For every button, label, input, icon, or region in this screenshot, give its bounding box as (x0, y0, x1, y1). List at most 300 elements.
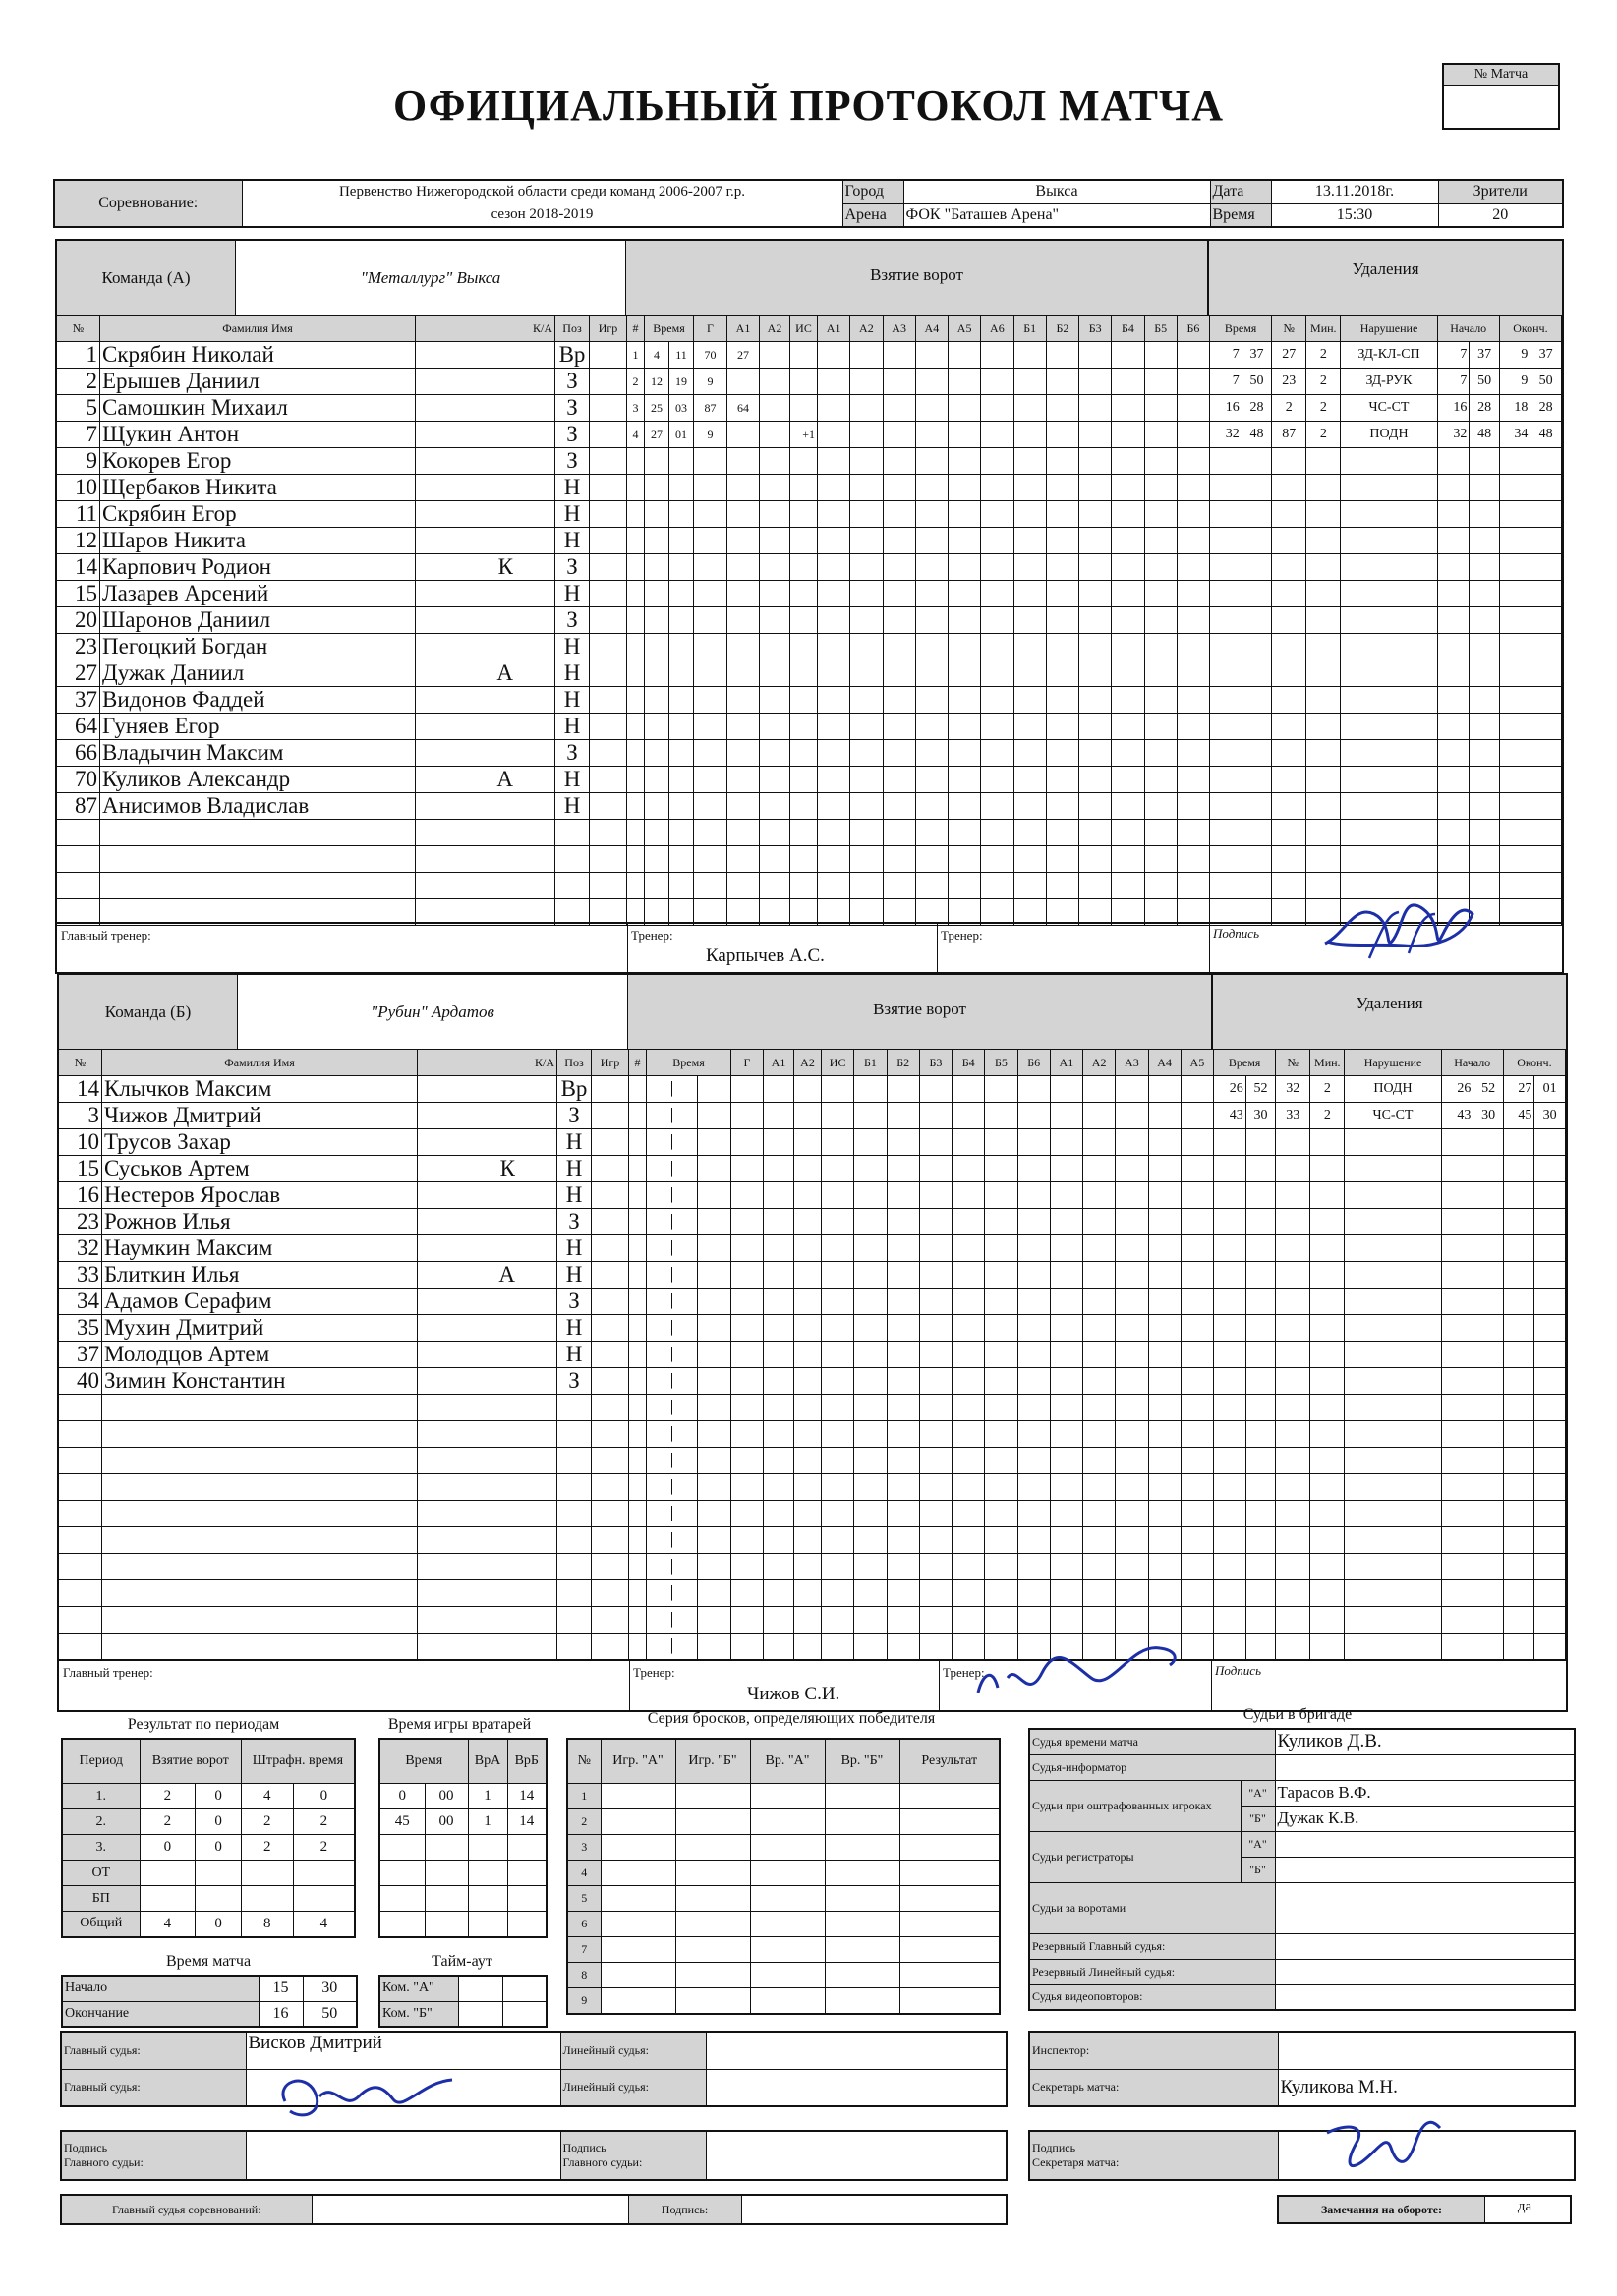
on-ice-cell[interactable] (1013, 448, 1046, 475)
pen-minutes[interactable] (1306, 634, 1341, 660)
period-pen-b[interactable]: 4 (293, 1912, 355, 1937)
on-ice-cell[interactable] (1181, 1474, 1213, 1501)
off-timekeeper-value[interactable]: Куликов Д.В. (1275, 1729, 1575, 1754)
on-ice-cell[interactable] (981, 395, 1013, 422)
on-ice-cell[interactable] (887, 1554, 919, 1580)
pen-time-min[interactable] (1214, 1554, 1246, 1580)
goal-scorer[interactable] (694, 873, 727, 899)
pen-end-min[interactable] (1503, 1607, 1534, 1634)
pen-time-min[interactable]: 32 (1210, 422, 1242, 448)
goal-sec[interactable] (669, 475, 694, 501)
goal-assist2[interactable] (760, 846, 790, 873)
goal-num[interactable]: 1 (627, 342, 645, 369)
player-captain[interactable] (416, 581, 555, 607)
pen-time-min[interactable] (1210, 687, 1242, 714)
on-ice-cell[interactable] (949, 820, 981, 846)
pen-end-sec[interactable] (1530, 687, 1562, 714)
pen-time-sec[interactable] (1242, 528, 1271, 554)
pen-time-sec[interactable] (1245, 1342, 1275, 1368)
goal-situation[interactable] (790, 475, 818, 501)
pen-end-min[interactable] (1499, 475, 1530, 501)
on-ice-cell[interactable] (822, 1554, 854, 1580)
pen-minutes[interactable]: 2 (1306, 395, 1341, 422)
goal-num[interactable]: 3 (627, 395, 645, 422)
goal-num[interactable] (627, 687, 645, 714)
on-ice-cell[interactable] (822, 1395, 854, 1421)
on-ice-cell[interactable] (822, 1235, 854, 1262)
comp-ref-value[interactable] (312, 2195, 628, 2224)
player-number[interactable]: 23 (59, 1209, 102, 1235)
on-ice-cell[interactable] (915, 422, 948, 448)
on-ice-cell[interactable] (883, 767, 915, 793)
pen-start-min[interactable] (1441, 1527, 1473, 1554)
ref-main-value-1[interactable]: Висков Дмитрий (246, 2032, 560, 2069)
pen-end-sec[interactable] (1534, 1182, 1566, 1209)
player-played[interactable] (590, 395, 627, 422)
on-ice-cell[interactable] (818, 528, 850, 554)
on-ice-cell[interactable] (1050, 1395, 1082, 1421)
player-name[interactable] (100, 873, 416, 899)
goal-sec[interactable] (669, 793, 694, 820)
on-ice-cell[interactable] (1017, 1262, 1050, 1289)
pen-player[interactable] (1272, 740, 1306, 767)
pen-start-sec[interactable] (1473, 1289, 1503, 1315)
pen-end-min[interactable] (1503, 1501, 1534, 1527)
on-ice-cell[interactable] (1144, 369, 1177, 395)
goal-assist2[interactable] (764, 1395, 794, 1421)
on-ice-cell[interactable] (949, 793, 981, 820)
player-captain[interactable] (416, 873, 555, 899)
goal-assist1[interactable] (731, 1421, 764, 1448)
pen-time-min[interactable] (1214, 1209, 1246, 1235)
on-ice-cell[interactable] (985, 1501, 1017, 1527)
pen-time-sec[interactable] (1242, 767, 1271, 793)
goal-num[interactable] (627, 714, 645, 740)
goal-situation[interactable] (790, 528, 818, 554)
on-ice-cell[interactable] (1017, 1289, 1050, 1315)
goal-situation[interactable] (790, 820, 818, 846)
pen-time-min[interactable] (1214, 1156, 1246, 1182)
goal-assist1[interactable] (731, 1395, 764, 1421)
player-position[interactable]: З (555, 554, 590, 581)
on-ice-cell[interactable] (883, 687, 915, 714)
pen-start-min[interactable] (1441, 1129, 1473, 1156)
on-ice-cell[interactable] (1144, 342, 1177, 369)
goal-sec[interactable] (669, 634, 694, 660)
pen-end-min[interactable] (1499, 607, 1530, 634)
player-captain[interactable] (418, 1448, 557, 1474)
on-ice-cell[interactable] (883, 714, 915, 740)
pen-end-sec[interactable] (1534, 1501, 1566, 1527)
on-ice-cell[interactable] (1144, 607, 1177, 634)
on-ice-cell[interactable] (1177, 395, 1209, 422)
goal-assist2[interactable] (760, 528, 790, 554)
on-ice-cell[interactable] (1148, 1076, 1181, 1103)
player-number[interactable]: 15 (57, 581, 100, 607)
player-played[interactable] (590, 873, 627, 899)
pen-player[interactable] (1276, 1129, 1310, 1156)
goal-assist1[interactable] (727, 501, 760, 528)
pen-time-sec[interactable] (1245, 1527, 1275, 1554)
on-ice-cell[interactable] (1046, 714, 1078, 740)
on-ice-cell[interactable] (883, 793, 915, 820)
goal-sec[interactable] (669, 740, 694, 767)
player-played[interactable] (592, 1235, 629, 1262)
on-ice-cell[interactable] (1050, 1209, 1082, 1235)
goal-scorer[interactable] (698, 1315, 731, 1342)
match-number-box[interactable] (1442, 63, 1560, 130)
player-played[interactable] (590, 475, 627, 501)
pen-violation[interactable] (1341, 687, 1437, 714)
goal-situation[interactable] (790, 714, 818, 740)
player-number[interactable]: 70 (57, 767, 100, 793)
goal-time[interactable] (647, 1103, 698, 1129)
on-ice-cell[interactable] (1181, 1501, 1213, 1527)
on-ice-cell[interactable] (1079, 793, 1112, 820)
start-sec[interactable]: 30 (303, 1976, 357, 2001)
goal-sec[interactable] (669, 554, 694, 581)
on-ice-cell[interactable] (953, 1448, 985, 1474)
on-ice-cell[interactable] (1116, 1421, 1148, 1448)
goal-min[interactable] (645, 740, 669, 767)
player-number[interactable]: 14 (59, 1076, 102, 1103)
on-ice-cell[interactable] (887, 1501, 919, 1527)
on-ice-cell[interactable] (854, 1289, 887, 1315)
on-ice-cell[interactable] (1017, 1182, 1050, 1209)
on-ice-cell[interactable] (1083, 1076, 1116, 1103)
pen-end-sec[interactable] (1534, 1634, 1566, 1660)
on-ice-cell[interactable] (822, 1262, 854, 1289)
on-ice-cell[interactable] (850, 422, 883, 448)
pen-violation[interactable] (1345, 1421, 1441, 1448)
sign-value[interactable] (741, 2195, 1007, 2224)
on-ice-cell[interactable] (818, 607, 850, 634)
goal-scorer[interactable] (698, 1368, 731, 1395)
pen-time-sec[interactable] (1245, 1607, 1275, 1634)
goal-assist2[interactable] (764, 1315, 794, 1342)
pen-end-sec[interactable] (1534, 1262, 1566, 1289)
goal-assist1[interactable] (731, 1182, 764, 1209)
on-ice-cell[interactable] (1017, 1421, 1050, 1448)
player-position[interactable]: Вр (557, 1076, 592, 1103)
on-ice-cell[interactable] (953, 1421, 985, 1448)
pen-player[interactable] (1272, 448, 1306, 475)
pen-time-sec[interactable] (1245, 1554, 1275, 1580)
player-played[interactable] (592, 1527, 629, 1554)
goal-assist2[interactable] (764, 1129, 794, 1156)
pen-start-sec[interactable] (1470, 820, 1499, 846)
on-ice-cell[interactable] (953, 1289, 985, 1315)
on-ice-cell[interactable] (1083, 1421, 1116, 1448)
pen-start-sec[interactable] (1473, 1342, 1503, 1368)
on-ice-cell[interactable] (1046, 475, 1078, 501)
pen-player[interactable] (1272, 660, 1306, 687)
goal-assist2[interactable] (760, 581, 790, 607)
goal-min[interactable] (645, 873, 669, 899)
goal-time[interactable] (647, 1448, 698, 1474)
on-ice-cell[interactable] (1144, 660, 1177, 687)
on-ice-cell[interactable] (953, 1235, 985, 1262)
on-ice-cell[interactable] (981, 369, 1013, 395)
goal-num[interactable] (629, 1368, 647, 1395)
on-ice-cell[interactable] (915, 714, 948, 740)
on-ice-cell[interactable] (919, 1209, 952, 1235)
pen-violation[interactable] (1345, 1262, 1441, 1289)
goal-assist1[interactable] (731, 1129, 764, 1156)
on-ice-cell[interactable] (883, 448, 915, 475)
goal-situation[interactable] (794, 1527, 822, 1554)
player-captain[interactable]: А (416, 767, 555, 793)
player-number[interactable]: 11 (57, 501, 100, 528)
pen-start-sec[interactable] (1473, 1501, 1503, 1527)
player-position[interactable]: З (555, 395, 590, 422)
player-position[interactable]: З (555, 448, 590, 475)
goal-sec[interactable]: 01 (669, 422, 694, 448)
on-ice-cell[interactable] (1112, 581, 1144, 607)
goal-scorer[interactable] (698, 1209, 731, 1235)
goal-scorer[interactable] (698, 1129, 731, 1156)
on-ice-cell[interactable] (887, 1289, 919, 1315)
on-ice-cell[interactable] (854, 1474, 887, 1501)
player-position[interactable]: Н (555, 501, 590, 528)
period-pen-a[interactable]: 8 (241, 1912, 293, 1937)
goal-scorer[interactable] (698, 1607, 731, 1634)
player-played[interactable] (590, 846, 627, 873)
team-a-name-cell[interactable] (236, 241, 626, 315)
on-ice-cell[interactable] (1083, 1156, 1116, 1182)
on-ice-cell[interactable] (1112, 528, 1144, 554)
pen-start-sec[interactable] (1470, 740, 1499, 767)
pen-violation[interactable] (1341, 846, 1437, 873)
goal-assist1[interactable] (731, 1342, 764, 1368)
on-ice-cell[interactable] (818, 687, 850, 714)
goal-num[interactable] (629, 1209, 647, 1235)
on-ice-cell[interactable] (887, 1315, 919, 1342)
on-ice-cell[interactable] (887, 1342, 919, 1368)
goal-time[interactable] (647, 1262, 698, 1289)
goal-assist1[interactable] (731, 1289, 764, 1315)
pen-violation[interactable] (1341, 554, 1437, 581)
on-ice-cell[interactable] (1050, 1554, 1082, 1580)
pen-violation[interactable] (1345, 1315, 1441, 1342)
pen-time-min[interactable] (1210, 660, 1242, 687)
player-played[interactable] (590, 448, 627, 475)
so-cell[interactable] (601, 1988, 675, 2014)
so-cell[interactable] (825, 1937, 899, 1963)
pen-violation[interactable] (1345, 1448, 1441, 1474)
on-ice-cell[interactable] (981, 528, 1013, 554)
on-ice-cell[interactable] (1116, 1262, 1148, 1289)
on-ice-cell[interactable] (854, 1607, 887, 1634)
on-ice-cell[interactable] (1144, 714, 1177, 740)
goal-assist1[interactable] (731, 1262, 764, 1289)
on-ice-cell[interactable] (883, 342, 915, 369)
player-position[interactable] (557, 1580, 592, 1607)
pen-start-min[interactable] (1441, 1289, 1473, 1315)
pen-violation[interactable] (1341, 634, 1437, 660)
player-played[interactable] (592, 1076, 629, 1103)
pen-end-min[interactable]: 34 (1499, 422, 1530, 448)
on-ice-cell[interactable] (985, 1209, 1017, 1235)
player-position[interactable]: Н (557, 1235, 592, 1262)
player-position[interactable]: Вр (555, 342, 590, 369)
pen-start-min[interactable] (1441, 1395, 1473, 1421)
player-name[interactable] (102, 1421, 418, 1448)
player-number[interactable]: 34 (59, 1289, 102, 1315)
on-ice-cell[interactable] (1079, 395, 1112, 422)
goal-num[interactable]: 2 (627, 369, 645, 395)
period-pen-b[interactable] (293, 1861, 355, 1886)
pen-end-sec[interactable] (1530, 846, 1562, 873)
player-played[interactable] (590, 793, 627, 820)
on-ice-cell[interactable] (1148, 1129, 1181, 1156)
pen-end-sec[interactable] (1530, 554, 1562, 581)
player-name[interactable]: Наумкин Максим (102, 1235, 418, 1262)
gk-min[interactable] (379, 1886, 425, 1912)
on-ice-cell[interactable] (1148, 1527, 1181, 1554)
on-ice-cell[interactable] (1177, 554, 1209, 581)
pen-player[interactable] (1272, 846, 1306, 873)
on-ice-cell[interactable] (949, 607, 981, 634)
goal-assist2[interactable] (760, 820, 790, 846)
player-captain[interactable] (416, 369, 555, 395)
pen-time-min[interactable] (1214, 1395, 1246, 1421)
goal-assist1[interactable] (731, 1315, 764, 1342)
on-ice-cell[interactable] (1181, 1607, 1213, 1634)
pen-minutes[interactable] (1306, 767, 1341, 793)
on-ice-cell[interactable] (1079, 369, 1112, 395)
goal-situation[interactable] (794, 1129, 822, 1156)
on-ice-cell[interactable] (1083, 1289, 1116, 1315)
player-played[interactable] (592, 1474, 629, 1501)
pen-minutes[interactable]: 2 (1310, 1076, 1345, 1103)
goal-situation[interactable] (790, 687, 818, 714)
pen-end-min[interactable] (1503, 1368, 1534, 1395)
pen-end-min[interactable]: 9 (1499, 369, 1530, 395)
goal-assist2[interactable] (764, 1527, 794, 1554)
on-ice-cell[interactable] (850, 607, 883, 634)
goal-time[interactable] (647, 1315, 698, 1342)
on-ice-cell[interactable] (1177, 660, 1209, 687)
pen-start-min[interactable] (1441, 1501, 1473, 1527)
pen-time-sec[interactable] (1245, 1368, 1275, 1395)
goal-assist2[interactable] (764, 1076, 794, 1103)
on-ice-cell[interactable] (1083, 1527, 1116, 1554)
on-ice-cell[interactable] (915, 369, 948, 395)
on-ice-cell[interactable] (949, 687, 981, 714)
off-registrar-a[interactable] (1275, 1831, 1575, 1857)
pen-end-min[interactable] (1503, 1634, 1534, 1660)
goal-assist1[interactable] (727, 581, 760, 607)
goal-assist1[interactable] (727, 607, 760, 634)
player-number[interactable]: 23 (57, 634, 100, 660)
pen-start-min[interactable] (1437, 793, 1470, 820)
player-position[interactable]: З (557, 1289, 592, 1315)
pen-end-sec[interactable] (1530, 475, 1562, 501)
pen-minutes[interactable] (1310, 1395, 1345, 1421)
on-ice-cell[interactable] (1112, 660, 1144, 687)
goal-time[interactable] (647, 1395, 698, 1421)
pen-time-sec[interactable] (1245, 1315, 1275, 1342)
player-number[interactable] (59, 1474, 102, 1501)
goal-assist1[interactable] (727, 687, 760, 714)
player-captain[interactable] (416, 501, 555, 528)
player-name[interactable]: Дужак Даниил (100, 660, 416, 687)
pen-time-min[interactable] (1210, 475, 1242, 501)
pen-start-min[interactable] (1441, 1315, 1473, 1342)
on-ice-cell[interactable] (1177, 422, 1209, 448)
pen-start-min[interactable] (1437, 714, 1470, 740)
pen-time-sec[interactable] (1242, 634, 1271, 660)
goal-time[interactable] (647, 1580, 698, 1607)
on-ice-cell[interactable] (953, 1315, 985, 1342)
pen-minutes[interactable] (1306, 846, 1341, 873)
on-ice-cell[interactable] (1177, 767, 1209, 793)
on-ice-cell[interactable] (1112, 501, 1144, 528)
goal-scorer[interactable] (694, 767, 727, 793)
on-ice-cell[interactable] (1013, 793, 1046, 820)
player-position[interactable] (557, 1607, 592, 1634)
pen-minutes[interactable] (1310, 1315, 1345, 1342)
on-ice-cell[interactable] (1177, 820, 1209, 846)
player-captain[interactable] (418, 1076, 557, 1103)
so-cell[interactable] (601, 1784, 675, 1809)
player-captain[interactable] (416, 846, 555, 873)
on-ice-cell[interactable] (887, 1182, 919, 1209)
pen-minutes[interactable] (1310, 1554, 1345, 1580)
player-position[interactable]: Н (555, 714, 590, 740)
on-ice-cell[interactable] (919, 1634, 952, 1660)
period-pen-b[interactable]: 2 (293, 1835, 355, 1861)
pen-time-min[interactable]: 26 (1214, 1076, 1246, 1103)
off-goal-value[interactable] (1275, 1882, 1575, 1933)
on-ice-cell[interactable] (1083, 1209, 1116, 1235)
on-ice-cell[interactable] (1181, 1182, 1213, 1209)
on-ice-cell[interactable] (1112, 820, 1144, 846)
on-ice-cell[interactable] (1177, 342, 1209, 369)
pen-end-min[interactable] (1499, 820, 1530, 846)
on-ice-cell[interactable] (818, 501, 850, 528)
date-value[interactable]: 13.11.2018г. (1271, 180, 1438, 203)
player-played[interactable] (590, 687, 627, 714)
pen-start-sec[interactable] (1470, 660, 1499, 687)
on-ice-cell[interactable] (1017, 1501, 1050, 1527)
goal-num[interactable] (629, 1527, 647, 1554)
player-number[interactable]: 27 (57, 660, 100, 687)
on-ice-cell[interactable] (887, 1129, 919, 1156)
on-ice-cell[interactable] (919, 1554, 952, 1580)
pen-start-sec[interactable] (1470, 846, 1499, 873)
on-ice-cell[interactable] (953, 1156, 985, 1182)
player-captain[interactable] (418, 1474, 557, 1501)
pen-time-sec[interactable] (1245, 1235, 1275, 1262)
pen-start-min[interactable] (1437, 846, 1470, 873)
player-name[interactable] (102, 1501, 418, 1527)
on-ice-cell[interactable] (854, 1076, 887, 1103)
on-ice-cell[interactable] (1050, 1289, 1082, 1315)
pen-minutes[interactable]: 2 (1310, 1103, 1345, 1129)
pen-end-sec[interactable] (1530, 607, 1562, 634)
on-ice-cell[interactable] (850, 793, 883, 820)
player-number[interactable]: 64 (57, 714, 100, 740)
on-ice-cell[interactable] (985, 1421, 1017, 1448)
player-captain[interactable]: А (418, 1262, 557, 1289)
pen-start-min[interactable] (1441, 1182, 1473, 1209)
pen-time-sec[interactable]: 52 (1245, 1076, 1275, 1103)
pen-start-min[interactable]: 7 (1437, 342, 1470, 369)
goal-sec[interactable] (669, 660, 694, 687)
on-ice-cell[interactable] (1181, 1289, 1213, 1315)
